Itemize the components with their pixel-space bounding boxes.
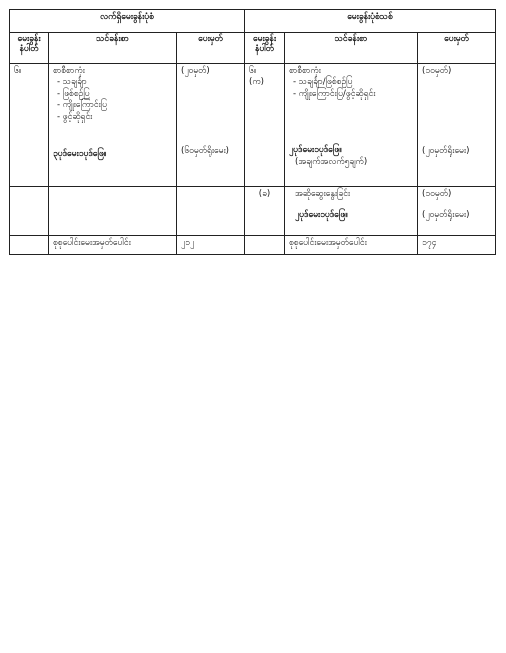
right-subtotal-label-b: ၂ပုဒ်မေး၁ပုဒ်ဖြေ။ — [295, 210, 348, 221]
right-total-label: စုစုပေါင်းမေးအမှတ်ပေါင်း — [285, 236, 418, 255]
right-question-no-header: မေးခွန်း နံပါတ် — [245, 33, 285, 64]
empty-cell — [10, 236, 49, 255]
header-row — [10, 10, 496, 33]
column-header-row — [10, 33, 496, 64]
right-question-no: ၆။ — [249, 66, 257, 76]
left-marks-header: ပေးမှတ် — [177, 33, 245, 64]
total-row — [10, 236, 496, 255]
right-marks: (၁၀မှတ်) — [422, 66, 452, 76]
right-sub-label-b: (ခ) — [258, 189, 271, 199]
current-format-title: လက်ရှိမေးခွန်းပုံစံ — [10, 10, 245, 33]
left-question-no-cell — [10, 64, 49, 187]
new-format-title: မေးခွန်းပုံစံသစ် — [245, 10, 496, 33]
left-item: - သချင်္ချာ — [57, 77, 87, 88]
left-total-label: စုစုပေါင်းမေးအမှတ်ပေါင်း — [49, 236, 177, 255]
left-topic: စာစီစာကုံး — [53, 66, 85, 76]
right-topic-b: အဆိုဆွေးနွေးခြင်း — [295, 189, 351, 199]
spacer — [422, 200, 491, 210]
page — [9, 9, 495, 255]
left-question-no: ၆။ — [14, 66, 22, 76]
right-topic: စာစီစာကုံး — [289, 66, 321, 76]
spacer — [181, 77, 240, 146]
empty-cell — [177, 187, 245, 236]
right-marks-cell — [418, 64, 496, 187]
comparison-table — [9, 9, 496, 255]
spacer — [289, 200, 413, 210]
right-subtotal-marks-b: (၂၀မှတ်ရိုးမေး) — [422, 210, 470, 221]
right-content-cell — [285, 187, 418, 236]
right-subtotal-note: (အချက်အလက်၅ချက်) — [295, 156, 368, 167]
left-marks: (၂၀မှတ်) — [181, 66, 210, 76]
right-marks-b: (၁၀မှတ်) — [422, 189, 452, 199]
right-question-no-cell — [245, 64, 285, 187]
left-item: - ဖွင့်ဆိုရှင်း — [57, 111, 93, 122]
right-item: - ကျိုးကြောင်းပြ/ဖွင့်ဆိုရှင်း — [293, 88, 376, 99]
left-content-cell — [49, 64, 177, 187]
table-row — [10, 187, 496, 236]
spacer — [289, 100, 413, 145]
empty-cell — [245, 236, 285, 255]
spacer — [53, 123, 172, 149]
spacer — [422, 77, 491, 146]
left-content-header: သင်ခန်းစာ — [49, 33, 177, 64]
right-marks-header: ပေးမှတ် — [418, 33, 496, 64]
left-subtotal-label: ၃ပုဒ်မေး၁ပုဒ်ဖြေ။ — [53, 149, 107, 160]
left-total-value: ၂၁၂ — [177, 236, 245, 255]
left-marks-cell — [177, 64, 245, 187]
left-subtotal-marks: (၆၀မှတ်ရိုးမေး) — [181, 146, 229, 157]
right-content-header: သင်ခန်းစာ — [285, 33, 418, 64]
empty-cell — [10, 187, 49, 236]
left-item: - ဖြစ်စဉ်ပြ — [57, 88, 90, 99]
empty-cell — [49, 187, 177, 236]
right-question-no-cell — [245, 187, 285, 236]
left-question-no-header: မေးခွန်း နံပါတ် — [10, 33, 49, 64]
right-content-cell — [285, 64, 418, 187]
right-total-value: ၁၇၄ — [418, 236, 496, 255]
table-row — [10, 64, 496, 187]
right-item: - သချင်္ချာ/ဖြစ်စဉ်ပြ — [293, 77, 353, 88]
right-sub-label-a: (က) — [249, 77, 264, 88]
left-item: - ကျိုးကြောင်းပြ — [57, 100, 107, 111]
right-marks-cell — [418, 187, 496, 236]
right-subtotal-label: ၂ပုဒ်မေး၁ပုဒ်ဖြေ။ — [289, 145, 342, 156]
right-subtotal-marks: (၂၀မှတ်ရိုးမေး) — [422, 146, 470, 157]
